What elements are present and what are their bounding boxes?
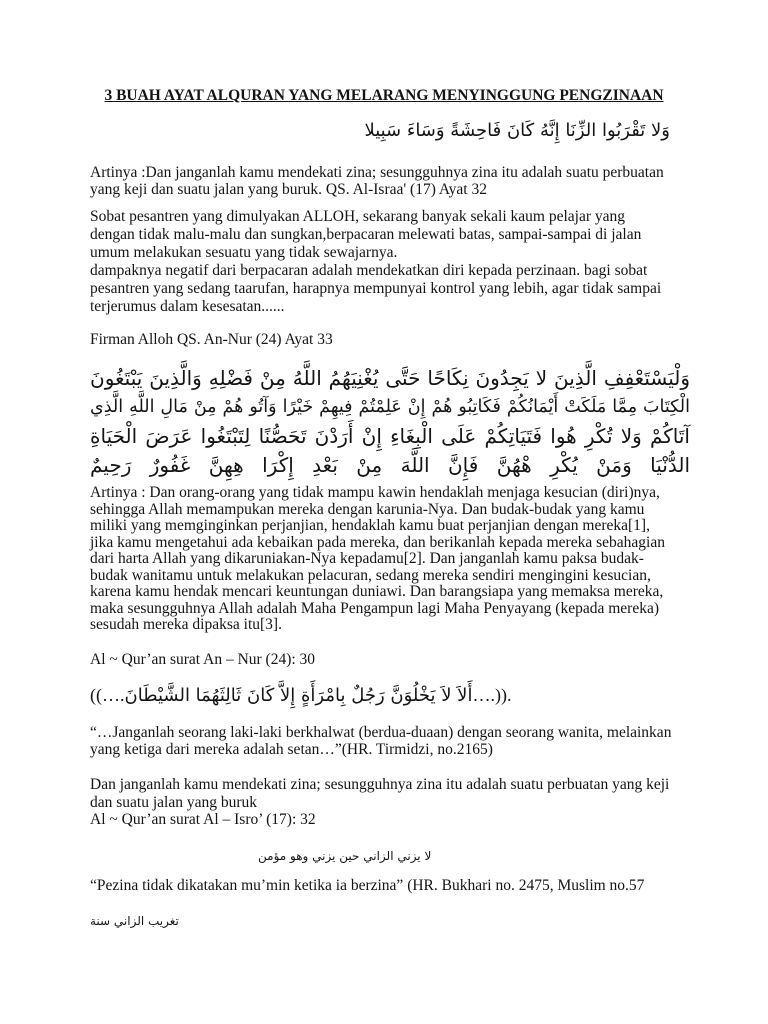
text-line: terjerumus dalam kesesatan...... xyxy=(90,298,285,315)
text-line: maka sesungguhnya Allah adalah Maha Pengampun lagi Maha Penyayang (kepada mereka) xyxy=(90,599,660,617)
translation-al-isra-32-repeat xyxy=(90,776,690,829)
text-line: dari harta Allah yang dikaruniakan-Nya kepadamu[2]. Dan janganlah kamu paksa budak- xyxy=(90,550,644,567)
text-line: Artinya :Dan janganlah kamu mendekati zina; sesungguhnya zina itu adalah suatu perbuatan xyxy=(90,164,664,181)
surah-reference: Al ~ Qur’an surat An – Nur (24): 30 xyxy=(90,651,316,668)
translation-mumin xyxy=(90,877,690,895)
text-line: “Pezina tidak dikatakan mu’min ketika ia berzina” (HR. Bukhari no. 2475, Muslim no.57 xyxy=(90,877,645,894)
text-line: Dan janganlah kamu mendekati zina; sesungguhnya zina itu adalah suatu perbuatan yang keji xyxy=(90,776,670,793)
text-line: yang keji dan suatu jalan yang buruk. QS. Al-Israa' (17) Ayat 32 xyxy=(90,181,487,198)
closing-brackets: ….)). xyxy=(472,685,512,705)
text-line: Artinya : Dan orang-orang yang tidak mampu kawin hendaklah menjaga kesucian (diri)nya, xyxy=(90,484,660,501)
text-line: dampaknya negatif dari berpacaran adalah mendekatkan diri kepada perzinaan. bagi sobat xyxy=(90,262,648,279)
opening-brackets: ((…. xyxy=(90,685,125,705)
text-line: dan suatu jalan yang buruk xyxy=(90,793,258,811)
translation-khalwat xyxy=(90,724,690,758)
hadith-khalwat-arabic: أَلاَ لاَ يَخْلُوَنَّ رَجُلٌ بِامْرَأَةٍ إِلاَّ كَانَ ثَالِثَهُمَا الشَّيْطَانَ xyxy=(124,685,473,706)
text-line: dengan tidak malu-malu dan sungkan,berpacaran melewati batas, sampai-sampai di jalan xyxy=(90,226,642,243)
commentary-paragraph xyxy=(90,208,690,316)
translation-an-nur-33 xyxy=(90,485,690,634)
text-line: sehingga Allah memampukan mereka dengan karunia-Nya. Dan budak-budak yang kamu xyxy=(90,500,645,518)
document-title: 3 BUAH AYAT ALQURAN YANG MELARANG MENYINGGUNG PENGZINAAN xyxy=(104,87,664,104)
text-line: Sobat pesantren yang dimulyakan ALLOH, sekarang banyak sekali kaum pelajar yang xyxy=(90,208,626,225)
text-line: pesantren yang sedang taarufan, harapnya mempunyai kontrol yang lebih, agar tidak sampai xyxy=(90,280,662,297)
heading-an-nur-33 xyxy=(90,331,690,349)
text-line: karena kamu hendak mencari keuntungan duniawi. Dan barangsiapa yang memaksa mereka, xyxy=(90,583,664,600)
text-line: miliki yang memginginkan perjanjian, hendaklah kamu buat perjanjian dengan mereka[1], xyxy=(90,517,650,534)
surah-reference: Al ~ Qur’an surat Al – Isro’ (17): 32 xyxy=(90,811,316,828)
arabic-line: وَلْيَسْتَعْفِفِ الَّذِينَ لا يَجِدُونَ نِكَاحًا حَتَّى يُغْنِيَهُمُ اللَّهُ مِنْ فَضْلِهِ وَالَّذِينَ يَبْتَغُونَ xyxy=(90,366,690,390)
hadith-taghrib-arabic: تغريب الزاني سنة xyxy=(90,914,179,928)
text-line: yang ketiga dari mereka adalah setan…”(HR. Tirmidzi, no.2165) xyxy=(90,741,493,758)
section-heading: Firman Alloh QS. An-Nur (24) Ayat 33 xyxy=(90,331,333,348)
text-line: jika kamu mengetahui ada kebaikan pada mereka, dan berikanlah kepada mereka sebahagian xyxy=(90,533,665,551)
arabic-line: آتَاكُمْ وَلا تُكْرِ هُوا فَتَيَاتِكُمْ عَلَى الْبِغَاءِ إِنْ أَرَدْنَ تَحَصُّنًا لِتَبْتَغُوا عَرَضَ الْحَيَاةِ xyxy=(90,424,690,448)
text-line: umum melakukan sesuatu yang tidak sewajarnya. xyxy=(90,244,398,261)
text-line: sesudah mereka dipaksa itu[3]. xyxy=(90,616,282,633)
reference-an-nur-30 xyxy=(90,651,690,669)
text-line: budak wanitamu untuk melakukan pelacuran, sedang mereka sendiri mengingini kesucian, xyxy=(90,566,651,584)
translation-al-isra-32 xyxy=(90,164,690,198)
text-line: “…Janganlah seorang laki-laki berkhalwat (berdua-duaan) dengan seorang wanita, melainkan xyxy=(90,724,672,741)
arabic-line: الْكِتَابَ مِمَّا مَلَكَتْ أَيْمَانُكُمْ فَكَاتِبُو هُمْ إِنْ عَلِمْتُمْ فِيهِمْ خَيْرًا وَآتُو هُمْ مِنْ مَالِ اللَّهِ الَّذِي xyxy=(90,397,690,417)
arabic-line: الدُّنْيَا وَمَنْ يُكْرِ هْهُنَّ فَإِنَّ اللَّهَ مِنْ بَعْدِ إِكْرَا هِهِنَّ غَفُورٌ رَحِيمٌ xyxy=(90,453,690,477)
hadith-mumin-arabic: لا يزني الزاني حين يزني وهو مؤمن xyxy=(258,849,432,863)
verse-an-nur-33-arabic xyxy=(90,364,690,480)
hadith-khalwat-line xyxy=(90,681,690,710)
verse-al-isra-32-arabic: وَلا تَقْرَبُوا الزِّنَا إِنَّهُ كَانَ فَاحِشَةً وَسَاءَ سَبِيلا xyxy=(364,120,670,141)
